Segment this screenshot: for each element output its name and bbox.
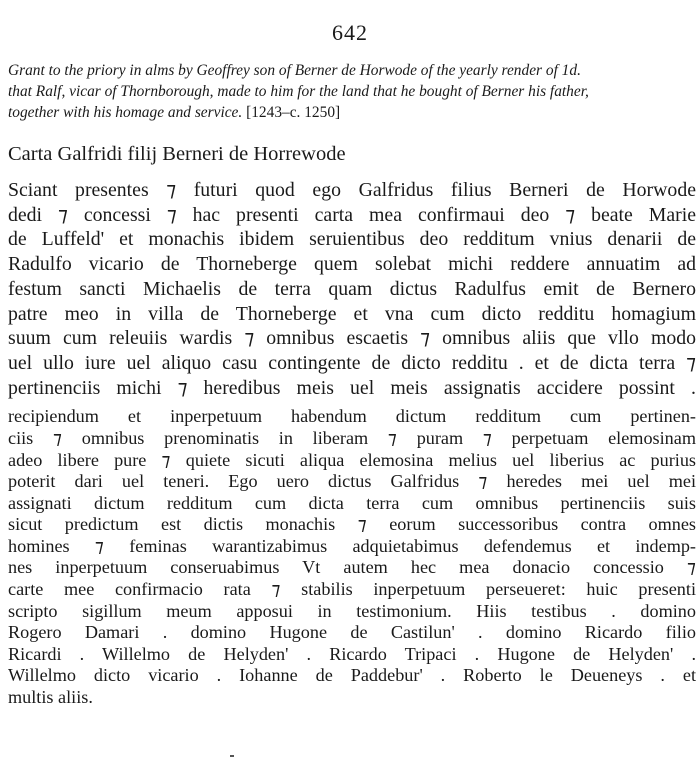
text-line: adeo libere pure ⁊ quiete sicuti aliqua elemosina melius uel liberius ac purius	[8, 449, 696, 470]
summary-line-3	[8, 102, 696, 123]
text-line: festum sancti Michaelis de terra quam dictus Radulfus emit de Bernero	[8, 277, 696, 300]
summary-line-2: that Ralf, vicar of Thornborough, made to him for the land that he bought of Berner his father,	[8, 83, 589, 100]
text-line: homines ⁊ feminas warantizabimus adquietabimus defendemus et indemp-	[8, 535, 696, 556]
text-line: recipiendum et inperpetuum habendum dictum redditum cum pertinen-	[8, 406, 696, 427]
text-line: uel ullo iure uel aliquo casu contingente de dicto redditu . et de dicta terra ⁊	[8, 351, 696, 374]
text-line: de Luffeld' et monachis ibidem seruientibus deo redditum vnius denarii de	[8, 228, 696, 251]
charter-body	[8, 178, 696, 709]
summary-line-1: Grant to the priory in alms by Geoffrey son of Berner de Horwode of the yearly render of 1d.	[8, 62, 581, 79]
charter-summary	[8, 60, 696, 123]
text-line: assignati dictum redditum cum dicta terra cum omnibus pertinenciis suis	[8, 492, 696, 513]
text-line: Ricardi . Willelmo de Helyden' . Ricardo Tripaci . Hugone de Helyden' .	[8, 643, 696, 664]
print-mark	[230, 755, 234, 757]
summary-line-3-text: together with his homage and service.	[8, 104, 243, 121]
text-line: patre meo in villa de Thorneberge et vna cum dicto redditu homagium	[8, 302, 696, 325]
text-line: Rogero Damari . domino Hugone de Castilun' . domino Ricardo filio	[8, 622, 696, 643]
text-line: poterit dari uel teneri. Ego uero dictus Galfridus ⁊ heredes mei uel mei	[8, 471, 696, 492]
text-line: pertinenciis michi ⁊ heredibus meis uel meis assignatis accidere possint .	[8, 376, 696, 399]
charter-text-block-a	[8, 178, 696, 400]
text-line: dedi ⁊ concessi ⁊ hac presenti carta mea confirmaui deo ⁊ beate Marie	[8, 203, 696, 226]
text-line: nes inperpetuum conseruabimus Vt autem hec mea donacio concessio ⁊	[8, 557, 696, 578]
text-line: Sciant presentes ⁊ futuri quod ego Galfridus filius Berneri de Horwode	[8, 179, 696, 201]
text-line: Radulfo vicario de Thorneberge quem solebat michi reddere annuatim ad	[8, 253, 696, 276]
text-line: scripto sigillum meum apposui in testimonium. Hiis testibus . domino	[8, 600, 696, 621]
charter-text-block-b	[8, 406, 696, 708]
summary-date: [1243–c. 1250]	[246, 104, 341, 121]
text-line: suum cum releuiis wardis ⁊ omnibus escaetis ⁊ omnibus aliis que vllo modo	[8, 327, 696, 350]
text-line: sicut predictum est dictis monachis ⁊ eorum successoribus contra omnes	[8, 514, 696, 535]
text-line: ciis ⁊ omnibus prenominatis in liberam ⁊ puram ⁊ perpetuam elemosinam	[8, 427, 696, 448]
text-line: carte mee confirmacio rata ⁊ stabilis inperpetuum perseueret: huic presenti	[8, 579, 696, 600]
text-line: multis aliis.	[8, 687, 93, 708]
page-number: 642	[332, 20, 368, 45]
charter-title: Carta Galfridi filij Berneri de Horrewode	[8, 143, 346, 165]
text-line: Willelmo dicto vicario . Iohanne de Paddebur' . Roberto le Deueneys . et	[8, 665, 696, 686]
